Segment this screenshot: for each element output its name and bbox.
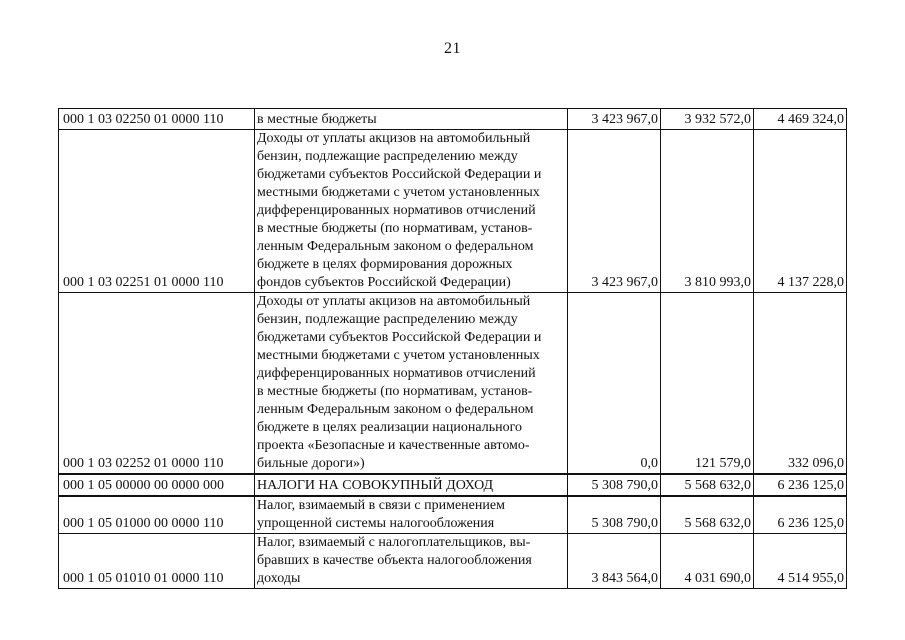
revenue-name-line: в местные бюджеты	[257, 112, 377, 127]
revenue-name-line: проекта «Безопасные и качественные автомо-	[257, 438, 530, 453]
revenue-name-line: в местные бюджеты (по нормативам, установ-	[257, 221, 533, 236]
revenue-name-line: бильные дороги»)	[257, 456, 365, 471]
table-row	[59, 534, 847, 589]
value-cell-year-2: 3 932 572,0	[661, 109, 754, 130]
value-cell-year-2: 5 568 632,0	[661, 496, 754, 534]
revenue-name-line: бюджете в целях формирования дорожных	[257, 257, 513, 272]
revenue-name-line: бензин, подлежащие распределению между	[257, 312, 518, 327]
revenue-name-line: бюджетами субъектов Российской Федерации и	[257, 167, 542, 182]
value-cell-year-1: 3 423 967,0	[568, 109, 661, 130]
revenue-name-cell	[255, 474, 568, 496]
revenue-name-cell	[255, 534, 568, 589]
budget-code-cell: 000 1 05 01010 01 0000 110	[59, 534, 255, 589]
budget-revenue-table	[58, 108, 847, 589]
value-cell-year-3: 4 514 955,0	[754, 534, 847, 589]
revenue-name-cell	[255, 293, 568, 475]
revenue-name-line: дифференцированных нормативов отчислений	[257, 203, 536, 218]
revenue-name-line: бюджете в целях реализации национального	[257, 420, 522, 435]
revenue-name-line: Налог, взимаемый с налогоплательщиков, вы-	[257, 535, 531, 550]
revenue-name-line: бравших в качестве объекта налогообложения	[257, 553, 532, 568]
revenue-name-cell	[255, 109, 568, 130]
budget-code-cell: 000 1 05 00000 00 0000 000	[59, 474, 255, 496]
value-cell-year-1: 0,0	[568, 293, 661, 475]
revenue-name-line: доходы	[257, 571, 301, 586]
table-row	[59, 496, 847, 534]
value-cell-year-2: 3 810 993,0	[661, 130, 754, 293]
revenue-name-line: местными бюджетами с учетом установленных	[257, 348, 540, 363]
revenue-name-line: в местные бюджеты (по нормативам, установ-	[257, 384, 533, 399]
table-row	[59, 474, 847, 496]
revenue-name-line: Доходы от уплаты акцизов на автомобильный	[257, 131, 531, 146]
revenue-name-line: Доходы от уплаты акцизов на автомобильный	[257, 294, 531, 309]
table-row	[59, 109, 847, 130]
revenue-name-line: бюджетами субъектов Российской Федерации и	[257, 330, 542, 345]
table-row	[59, 130, 847, 293]
revenue-name-line: Налог, взимаемый в связи с применением	[257, 498, 505, 513]
value-cell-year-1: 3 423 967,0	[568, 130, 661, 293]
revenue-name-cell	[255, 130, 568, 293]
revenue-name-line: дифференцированных нормативов отчислений	[257, 366, 536, 381]
value-cell-year-3: 6 236 125,0	[754, 474, 847, 496]
budget-code-cell: 000 1 05 01000 00 0000 110	[59, 496, 255, 534]
revenue-name-line: упрощенной системы налогообложения	[257, 516, 495, 531]
value-cell-year-1: 5 308 790,0	[568, 496, 661, 534]
value-cell-year-2: 5 568 632,0	[661, 474, 754, 496]
revenue-name-cell	[255, 496, 568, 534]
value-cell-year-2: 121 579,0	[661, 293, 754, 475]
value-cell-year-1: 3 843 564,0	[568, 534, 661, 589]
budget-code-cell: 000 1 03 02250 01 0000 110	[59, 109, 255, 130]
budget-code-cell: 000 1 03 02252 01 0000 110	[59, 293, 255, 475]
revenue-name-line: НАЛОГИ НА СОВОКУПНЫЙ ДОХОД	[257, 478, 494, 493]
budget-code-cell: 000 1 03 02251 01 0000 110	[59, 130, 255, 293]
value-cell-year-3: 332 096,0	[754, 293, 847, 475]
revenue-name-line: местными бюджетами с учетом установленных	[257, 185, 540, 200]
page-number: 21	[444, 40, 461, 57]
revenue-name-line: бензин, подлежащие распределению между	[257, 149, 518, 164]
table-row	[59, 293, 847, 475]
value-cell-year-1: 5 308 790,0	[568, 474, 661, 496]
value-cell-year-3: 4 137 228,0	[754, 130, 847, 293]
value-cell-year-2: 4 031 690,0	[661, 534, 754, 589]
revenue-name-line: ленным Федеральным законом о федеральном	[257, 239, 534, 254]
revenue-name-line: ленным Федеральным законом о федеральном	[257, 402, 534, 417]
revenue-name-line: фондов субъектов Российской Федерации)	[257, 275, 511, 290]
value-cell-year-3: 4 469 324,0	[754, 109, 847, 130]
value-cell-year-3: 6 236 125,0	[754, 496, 847, 534]
